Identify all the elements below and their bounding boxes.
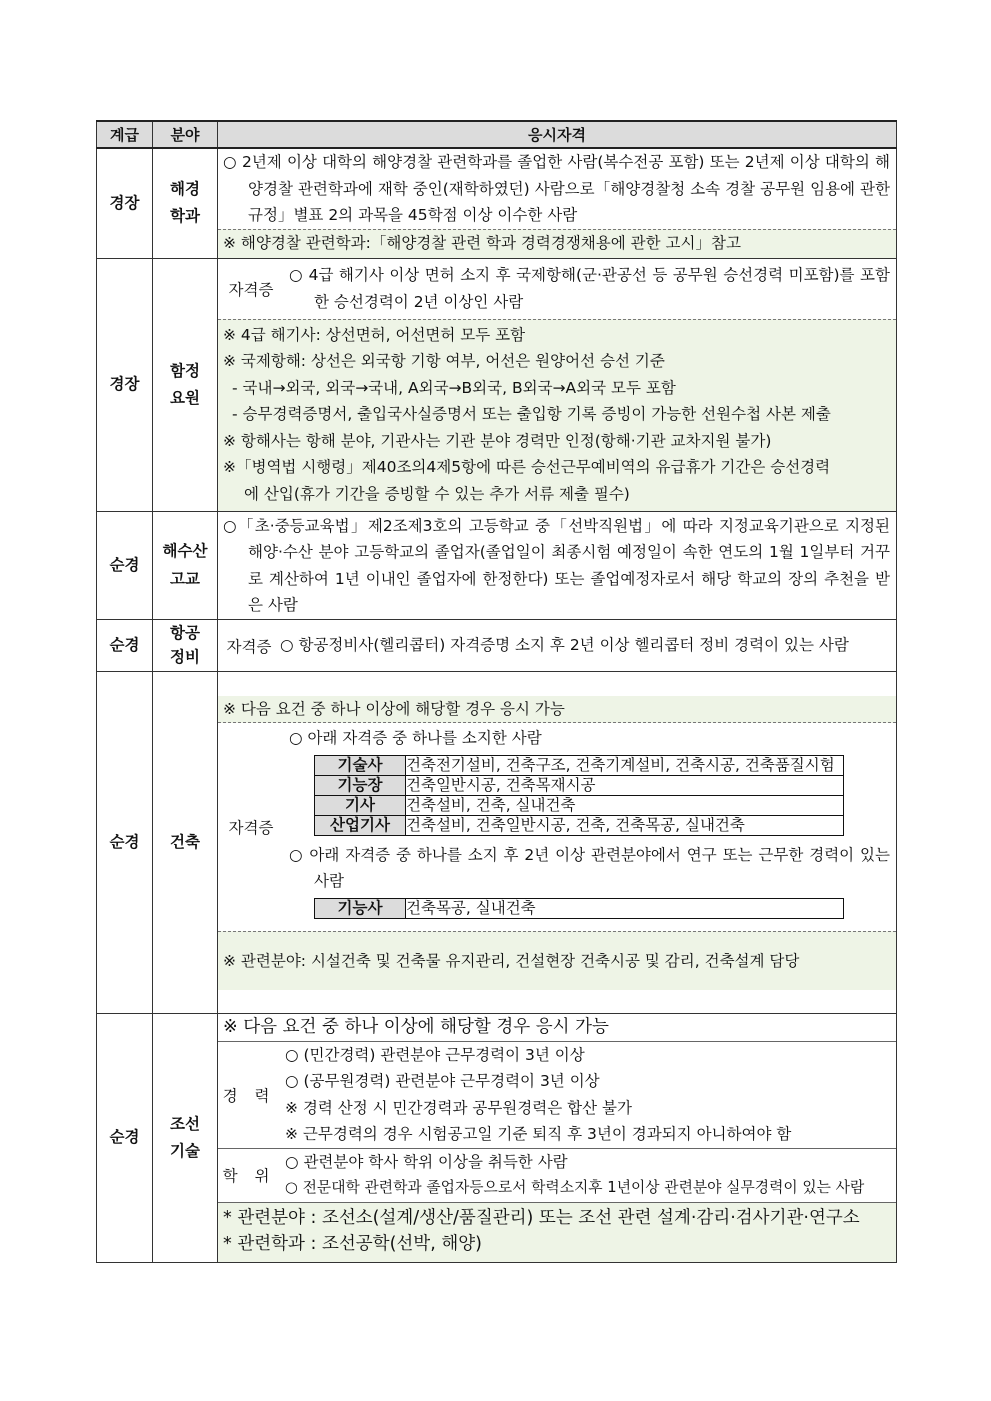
note-text: ※「병역법 시행령」제40조의4제5항에 따른 승선근무예비역의 유급휴가 기간은 승선경력 (223, 458, 831, 476)
header-field: 분야 (153, 121, 218, 148)
field-cell: 조선 기술 (153, 1014, 218, 1263)
note-text: ※ 항해사는 항해 분야, 기관사는 기관 분야 경력만 인정(항해·기관 교차지원 불가) (223, 431, 772, 450)
qualification-cell (218, 512, 897, 620)
label-cell: 자격증 (228, 818, 274, 837)
label-cell: 학 위 (218, 1148, 280, 1202)
note-text: ※ 해양경찰 관련학과:「해양경찰 관련 학과 경력경쟁채용에 관한 고시」참고 (218, 229, 896, 258)
license-subtable (218, 259, 896, 319)
grade-cell: 순경 (97, 620, 153, 672)
table-header-row (97, 121, 897, 148)
qual-text: ○「초·중등교육법」제2조제3호의 고등학교 중「선박직원법」에 따라 지정교육기관으로 지정된 해양·수산 분야 고등학교의 졸업자(졸업일이 최종시험 예정일이 속한 연도의 1월 1일부터 거꾸로 계산하여 1년 이내인 졸업자에 한정한다) 또는 졸업예정자로서 해당 학교의 장의 추천을 받은 사람 (223, 516, 890, 614)
intro-text: ※ 다음 요건 중 하나 이상에 해당할 경우 응시 가능 (218, 696, 896, 724)
qual-text: ○ 2년제 이상 대학의 해양경찰 관련학과를 졸업한 사람(복수전공 포함) 또는 2년제 이상 대학의 해양경찰 관련학과에 재학 중인(재학하였던) 사람으로「해양경찰청 소속 경찰 공무원 임용에 관한 규정」별표 2의 과목을 45학점 이상 이수한 사람 (223, 153, 890, 224)
field-cell: 해경 학과 (153, 148, 218, 258)
field-cell: 항공 정비 (153, 620, 218, 672)
qualification-table (96, 120, 897, 1263)
note-text: ※ 국제항해: 상선은 외국항 기항 여부, 어선은 원양어선 승선 기준 (223, 352, 665, 370)
note-text: ※ 4급 해기사: 상선면허, 어선면허 모두 포함 (223, 325, 526, 344)
footnote-text: * 관련학과 : 조선공학(선박, 해양) (223, 1234, 482, 1254)
header-qualification: 응시자격 (218, 121, 897, 148)
degree-text: ○ 전문대학 관련학과 졸업자등으로서 학력소지후 1년이상 관련분야 실무경력이 있는 사람 (285, 1179, 865, 1196)
header-grade: 계급 (97, 121, 153, 148)
cert-table (314, 898, 844, 919)
grade-cell: 순경 (97, 512, 153, 620)
label-cell: 자격증 (226, 637, 272, 656)
career-text: ○ (민간경력) 관련분야 근무경력이 3년 이상 (285, 1045, 585, 1064)
footnotes (218, 1202, 896, 1262)
field-cell: 함정 요원 (153, 258, 218, 512)
qualification-cell (218, 672, 897, 1014)
field-cell: 해수산 고교 (153, 512, 218, 620)
field-cell: 건축 (153, 672, 218, 1014)
cert-row: 산업기사 건축설비, 건축일반시공, 건축, 건축목공, 실내건축 (315, 815, 844, 835)
note-text: - 국내→외국, 외국→국내, A외국→B외국, B외국→A외국 모두 포함 (232, 378, 676, 397)
career-text: ※ 근무경력의 경우 시험공고일 기준 퇴직 후 3년이 경과되지 아니하여야 함 (285, 1125, 792, 1143)
notes-block (218, 319, 896, 512)
table-row (97, 620, 897, 672)
career-text: ○ (공무원경력) 관련분야 근무경력이 3년 이상 (285, 1072, 600, 1090)
qual-text: ○ 항공정비사(헬리콥터) 자격증명 소지 후 2년 이상 헬리콥터 정비 경력이 있는 사람 (280, 636, 849, 655)
cert-row: 기술사 건축전기설비, 건축구조, 건축기계설비, 건축시공, 건축품질시험 (315, 755, 844, 775)
qual-text: ○ 4급 해기사 이상 면허 소지 후 국제항해(군·관공선 등 공무원 승선경력 미포함)를 포함한 승선경력이 2년 이상인 사람 (289, 266, 890, 311)
note-text: ※ 관련분야: 시설건축 및 건축물 유지관리, 건설현장 건축시공 및 감리, 건축설계 담당 (218, 931, 896, 990)
degree-text: ○ 관련분야 학사 학위 이상을 취득한 사람 (285, 1152, 568, 1171)
qualification-cell (218, 148, 897, 258)
grade-cell: 경장 (97, 258, 153, 512)
table-row (97, 672, 897, 1014)
cert-row: 기능사 건축목공, 실내건축 (315, 898, 844, 918)
option-text: ○ 아래 자격증 중 하나를 소지 후 2년 이상 관련분야에서 연구 또는 근무한 경력이 있는 사람 (289, 845, 890, 890)
table-row (97, 148, 897, 258)
grade-cell: 순경 (97, 1014, 153, 1263)
footnote-text: * 관련분야 : 조선소(설계/생산/품질관리) 또는 조선 관련 설계·감리·검사기관·연구소 (223, 1207, 860, 1228)
note-text: 에 산입(휴가 기간을 증빙할 수 있는 추가 서류 제출 필수) (244, 484, 630, 503)
qualification-cell (218, 258, 897, 512)
intro-text: ※ 다음 요건 중 하나 이상에 해당할 경우 응시 가능 (218, 1014, 896, 1042)
note-text: - 승무경력증명서, 출입국사실증명서 또는 출입항 기록 증빙이 가능한 선원수첩 사본 제출 (232, 405, 831, 423)
cert-table (314, 755, 844, 836)
table-row (97, 512, 897, 620)
qualification-cell (218, 620, 897, 672)
cert-row: 기능장 건축일반시공, 건축목재시공 (315, 775, 844, 795)
option-text: ○ 아래 자격증 중 하나를 소지한 사람 (289, 729, 542, 747)
label-cell: 경 력 (222, 1086, 276, 1105)
grade-cell: 순경 (97, 672, 153, 1014)
qualification-cell (218, 1014, 897, 1263)
table-row (97, 258, 897, 512)
grade-cell: 경장 (97, 148, 153, 258)
career-text: ※ 경력 산정 시 민간경력과 공무원경력은 합산 불가 (285, 1098, 632, 1117)
label-cell: 자격증 (228, 280, 274, 299)
cert-row: 기사 건축설비, 건축, 실내건축 (315, 795, 844, 815)
table-row (97, 1014, 897, 1263)
